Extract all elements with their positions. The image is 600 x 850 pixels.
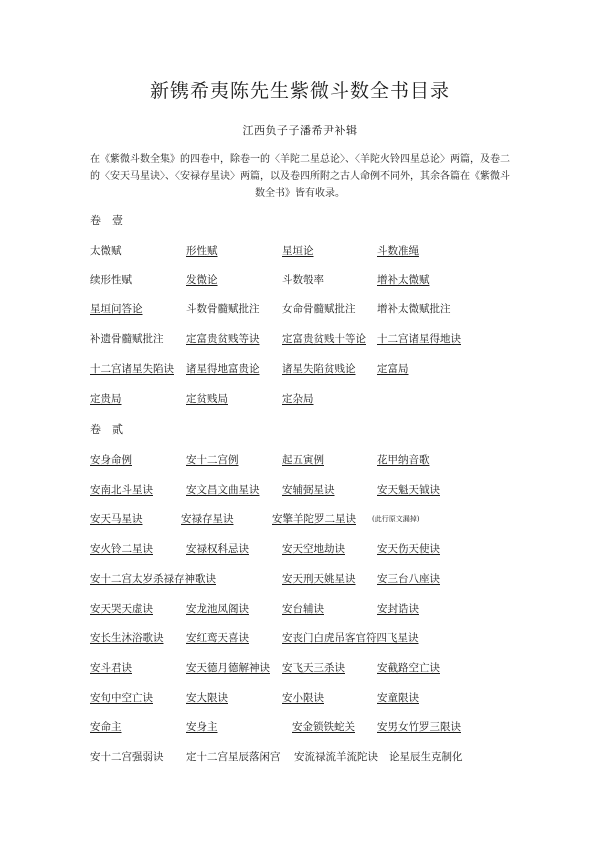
toc-link[interactable]: 安斗君诀 — [90, 662, 132, 674]
vol2-row-8 — [0, 660, 600, 678]
toc-link[interactable]: 安童限诀 — [377, 692, 419, 704]
toc-link[interactable]: 诸星失陷贫贱论 — [282, 363, 356, 375]
toc-link[interactable]: 定富贵贫贱等诀 — [186, 333, 260, 345]
vol1-row-1 — [0, 243, 600, 261]
missing-row-note: (此行原文漏掉) — [372, 515, 420, 523]
toc-link[interactable]: 安截路空亡诀 — [377, 662, 440, 674]
toc-link[interactable]: 安十二宫太岁杀禄存神歌诀 — [90, 573, 216, 585]
intro-paragraph: 在《紫微斗数全集》的四卷中，除卷一的〈羊陀二星总论〉、〈羊陀火铃四星总论〉两篇，及卷二的〈安天马星诀〉、〈安禄存星诀〉两篇，以及卷四所附之古人命例不同外，其余各篇在《紫微斗数全书》皆有收录。 — [90, 154, 510, 199]
toc-link[interactable]: 增补太微赋 — [377, 274, 430, 286]
toc-entry: 定十二宫星辰落闲宫 — [186, 751, 281, 763]
toc-entry: 太微赋 — [90, 245, 122, 257]
toc-entry: 安十二宫强弱诀 — [90, 751, 164, 763]
page-subtitle: 江西负子子潘希尹补辑 — [242, 124, 358, 137]
vol2-row-3 — [0, 511, 600, 529]
toc-link[interactable]: 诸星得地富贵论 — [186, 363, 260, 375]
vol2-row-7 — [0, 630, 600, 648]
volume-1-heading: 卷 壹 — [90, 214, 123, 227]
toc-link[interactable]: 安龙池凤阁诀 — [186, 603, 249, 615]
toc-link[interactable]: 安飞天三杀诀 — [282, 662, 345, 674]
toc-link[interactable]: 安禄存星诀 — [181, 513, 234, 525]
toc-entry: 安流禄流羊流陀诀 — [294, 751, 378, 763]
toc-link[interactable]: 安辅弼星诀 — [282, 484, 335, 496]
toc-link[interactable]: 定贵局 — [90, 393, 122, 405]
vol1-row-5 — [0, 361, 600, 379]
toc-link[interactable]: 安天空地劫诀 — [282, 543, 345, 555]
toc-link[interactable]: 安身命例 — [90, 454, 132, 466]
toc-link[interactable]: 安禄权科忌诀 — [186, 543, 249, 555]
toc-link[interactable]: 起五寅例 — [282, 454, 324, 466]
toc-link[interactable]: 星垣论 — [282, 245, 314, 257]
toc-entry: 论星辰生克制化 — [389, 751, 463, 763]
vol1-row-6 — [0, 391, 600, 409]
volume-2-heading: 卷 贰 — [90, 423, 123, 436]
toc-entry: 续形性赋 — [90, 274, 132, 286]
toc-link[interactable]: 形性赋 — [186, 245, 218, 257]
vol2-row-6 — [0, 601, 600, 619]
toc-link[interactable]: 发微论 — [186, 274, 218, 286]
toc-link[interactable]: 花甲纳音歌 — [377, 454, 430, 466]
page-title: 新镌希夷陈先生紫微斗数全书目录 — [149, 80, 450, 102]
vol2-row-1 — [0, 452, 600, 470]
toc-link[interactable]: 安大限诀 — [186, 692, 228, 704]
toc-entry: 斗数彀率 — [282, 274, 324, 286]
vol1-row-3 — [0, 301, 600, 319]
toc-link[interactable]: 安红鸾天喜诀 — [186, 632, 249, 644]
vol1-row-2 — [0, 272, 600, 290]
toc-link[interactable]: 定杂局 — [282, 393, 314, 405]
toc-entry: 增补太微赋批注 — [377, 303, 451, 315]
vol2-row-2 — [0, 482, 600, 500]
vol2-row-4 — [0, 541, 600, 559]
toc-link[interactable]: 定富局 — [377, 363, 409, 375]
toc-link[interactable]: 安天刑天姚星诀 — [282, 573, 356, 585]
toc-link[interactable]: 斗数准绳 — [377, 245, 419, 257]
toc-entry: 女命骨髓赋批注 — [282, 303, 356, 315]
toc-link[interactable]: 安台辅诀 — [282, 603, 324, 615]
toc-link[interactable]: 安三台八座诀 — [377, 573, 440, 585]
toc-link[interactable]: 定富贵贫贱十等论 — [282, 333, 366, 345]
toc-link[interactable]: 安长生沐浴歌诀 — [90, 632, 164, 644]
vol2-row-11 — [0, 749, 600, 767]
toc-link[interactable]: 星垣问答论 — [90, 303, 143, 315]
toc-link[interactable]: 十二宫诸星得地诀 — [377, 333, 461, 345]
toc-link[interactable]: 安封诰诀 — [377, 603, 419, 615]
toc-link[interactable]: 安天哭天虚诀 — [90, 603, 153, 615]
vol2-row-9 — [0, 690, 600, 708]
toc-entry: 补遗骨髓赋批注 — [90, 333, 164, 345]
toc-link[interactable]: 安文昌文曲星诀 — [186, 484, 260, 496]
toc-link[interactable]: 安天魁天钺诀 — [377, 484, 440, 496]
toc-link[interactable]: 安命主 — [90, 721, 122, 733]
toc-link[interactable]: 安天马星诀 — [90, 513, 143, 525]
toc-link[interactable]: 安身主 — [186, 721, 218, 733]
toc-link[interactable]: 安天德月德解神诀 — [186, 662, 270, 674]
toc-link[interactable]: 安金锁铁蛇关 — [292, 721, 355, 733]
toc-entry: 斗数骨髓赋批注 — [186, 303, 260, 315]
toc-link[interactable]: 安旬中空亡诀 — [90, 692, 153, 704]
toc-link[interactable]: 安南北斗星诀 — [90, 484, 153, 496]
toc-link[interactable]: 安天伤天使诀 — [377, 543, 440, 555]
vol2-row-10 — [0, 719, 600, 737]
toc-link[interactable]: 十二宫诸星失陷诀 — [90, 363, 174, 375]
vol1-row-4 — [0, 331, 600, 349]
toc-link[interactable]: 定贫贱局 — [186, 393, 228, 405]
toc-link[interactable]: 安小限诀 — [282, 692, 324, 704]
toc-link[interactable]: 安男女竹罗三限诀 — [377, 721, 461, 733]
toc-link[interactable]: 安丧门白虎吊客官符四飞星诀 — [282, 632, 419, 644]
vol2-row-5 — [0, 571, 600, 589]
toc-link[interactable]: 安十二宫例 — [186, 454, 239, 466]
toc-link[interactable]: 安火铃二星诀 — [90, 543, 153, 555]
toc-link[interactable]: 安擎羊陀罗二星诀 — [272, 513, 356, 525]
